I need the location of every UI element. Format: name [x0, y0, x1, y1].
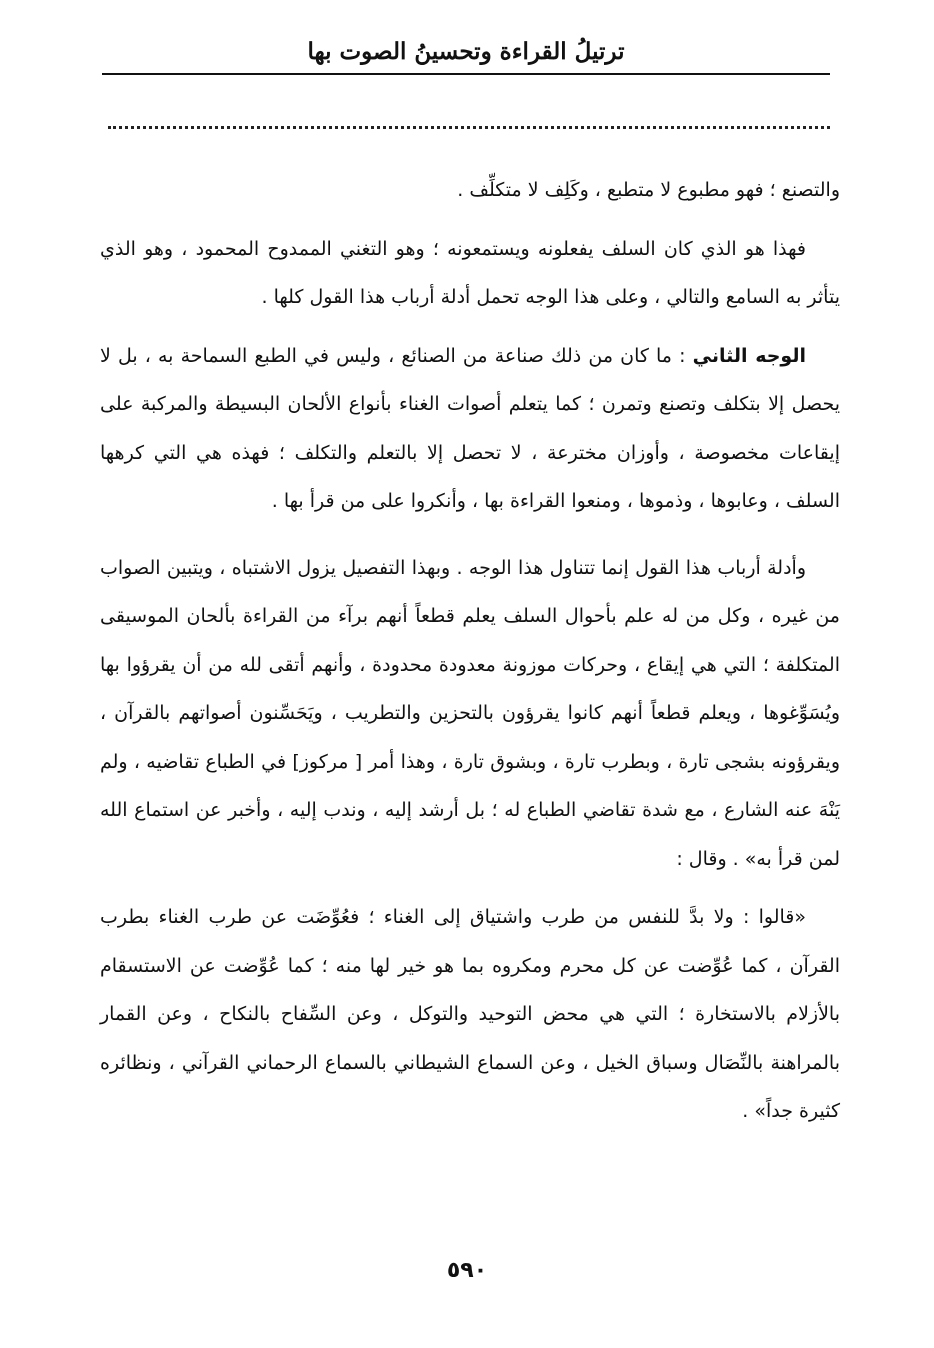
paragraph-2-lead: الوجه الثاني [692, 344, 806, 367]
paragraph-2-text: : ما كان من ذلك صناعة من الصنائع ، وليس في الطبع السماحة به ، بل لا يحصل إلا بتكلف وتصنع وتمرن ؛ كما يتعلم أصوات الغناء بأنواع الألحان البسيطة والمركبة على إيقاعات مخصوصة ، وأوزان مخترعة ، لا تحصل إلا بالتعلم والتكلف ؛ فهذه هي التي كرهها السلف ، وعابوها ، وذموها ، ومنعوا القراءة بها ، وأنكروا على من قرأ بها . [100, 344, 840, 512]
running-header-title: ترتيلُ القراءة وتحسينُ الصوت بها [307, 38, 625, 65]
dotted-separator [108, 126, 830, 129]
body-intro-line: والتصنع ؛ فهو مطبوع لا متطبع ، وكَلِف لا متكلِّف . [457, 179, 840, 201]
page-number: ٥٩٠ [446, 1258, 488, 1283]
body-paragraph-4-quote: «قالوا : ولا بدَّ للنفس من طرب واشتياق إلى الغناء ؛ فعُوِّضَت عن طرب الغناء بطرب القرآن ، كما عُوِّضت عن كل محرم ومكروه بما هو خير لها منه ؛ كما عُوِّضت عن الاستسقام بالأزلام بالاستخارة ؛ التي هي محض التوحيد والتوكل ، وعن السِّفاح بالنكاح ، وعن القمار بالمراهنة بالنِّصَال وسباق الخيل ، وعن السماع الشيطاني بالسماع الرحماني القرآني ، ونظائره كثيرة جداً» . [100, 906, 840, 1122]
header-rule [102, 73, 830, 75]
body-paragraph-1: فهذا هو الذي كان السلف يفعلونه ويستمعونه ؛ وهو التغني الممدوح المحمود ، وهو الذي يتأثر به السامع والتالي ، وعلى هذا الوجه تحمل أدلة أرباب هذا القول كلها . [100, 237, 840, 308]
running-header [102, 30, 830, 74]
body-paragraph-3: وأدلة أرباب هذا القول إنما تتناول هذا الوجه . وبهذا التفصيل يزول الاشتباه ، ويتبين الصواب من غيره ، وكل من له علم بأحوال السلف يعلم قطعاً أنهم برآء من القراءة بألحان الموسيقى المتكلفة ؛ التي هي إيقاع ، وحركات موزونة معدودة محدودة ، وأنهم أتقى لله من أن يقرؤوا بها ويُسَوِّغوها ، ويعلم قطعاً أنهم كانوا يقرؤون بالتحزين والتطريب ، ويَحَسِّنون أصواتهم بالقرآن ، ويقرؤونه بشجى تارة ، وبطرب تارة ، وبشوق تارة ، وهذا أمر [ مركوز] في الطباع تقاضيه ، ولم يَنْهَ عنه الشارع ، مع شدة تقاضي الطباع له ؛ بل أرشد إليه ، وندب إليه ، وأخبر عن استماع الله لمن قرأ به» . وقال : [100, 556, 840, 870]
body-paragraph-2 [100, 332, 840, 526]
page-body [100, 166, 840, 1136]
